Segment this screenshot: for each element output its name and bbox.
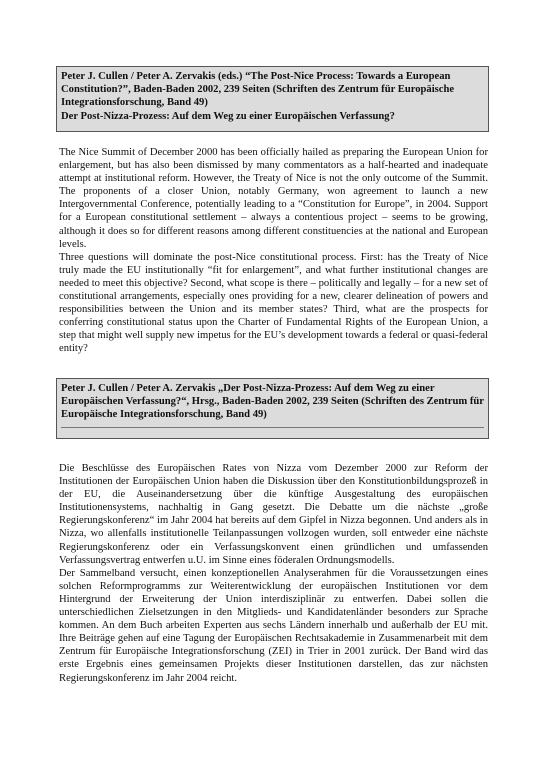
german-book-title: Der Post-Nizza-Prozess: Auf dem Weg zu einer Europäischen Verfassung? [61, 110, 395, 122]
english-paragraph: The Nice Summit of December 2000 has been officially hailed as preparing the European Union for enlargement, but has also been dismissed by many commentators as a half-hearted and inadequate attempt at institutional reform. However, the Treaty of Nice is not the only outcome of the Summit. The proponents of a closer Union, notably Germany, won agreement to launch a new Intergovernmental Conference, potentially leading to a “Constitution for Europe”, in 2004. Support for a European constitutional settlement – always a contentious project – seems to be growing, although it does so for different reasons among different constituencies at the national and European levels. [59, 147, 488, 250]
english-paragraph: Three questions will dominate the post-Nice constitutional process. First: has the Treaty of Nice truly made the EU institutionally “fit for enlargement”, and what further institutional changes are needed to meet this objective? Second, what scope is there – politically and legally – for a new set of constitutional arrangements, especially ones providing for a new, clearer delineation of powers and responsibilities between the Union and its member states? Third, what are the prospects for conferring constitutional status upon the Charter of Fundamental Rights of the European Union, a step that might well supply new impetus for the EU’s development towards a federal or quasi-federal entity? [59, 251, 488, 355]
german-review-body [59, 462, 488, 685]
german-title-box [56, 378, 489, 439]
german-book-citation: Peter J. Cullen / Peter A. Zervakis „Der Post-Nizza-Prozess: Auf dem Weg zu einer Europäischen Verfassung?“, Hrsg., Baden-Baden 2002, 239 Seiten (Schriften des Zentrum für Europäische Integrationsforschung, Band 49) [61, 383, 484, 421]
box-divider [61, 427, 484, 428]
german-paragraph: Die Beschlüsse des Europäischen Rates von Nizza vom Dezember 2000 zur Reform der Institutionen der Europäischen Union haben die Diskussion über den Konstitutionbildungsprozeß in der EU, die Auseinandersetzung über die künftige Ausgestaltung des europäischen Institutionensystems, nachhaltig in Gang gesetzt. Die Debatte um die nächste „große Regierungskonferenz“ im Jahr 2004 hat bereits auf dem Gipfel in Nizza begonnen. Und anders als in Nizza, wo allenfalls institutionelle Teilanpassungen vollzogen wurden, soll entweder eine nächste Regierungskonferenz oder ein Verfassungskonvent einen gründlichen und umfassenden Verfassungsvertrag entwerfen u.U. im Sinne eines föderalen Ordnungsmodells. [59, 463, 488, 566]
english-title-box [56, 66, 489, 132]
german-paragraph: Der Sammelband versucht, einen konzeptionellen Analyserahmen für die Voraussetzungen eines solchen Reformprogramms zur Weiterentwicklung der europäischen Institutionen vor dem Hintergrund der Erweiterung der Union interdisziplinär zu entwerfen. Dabei sollen die unterschiedlichen Zielsetzungen in den Mitglieds- und Kandidatenländer besonders zur Sprache kommen. An dem Buch arbeiten Experten aus sechs Ländern innerhalb und außerhalb der EU mit. Ihre Beiträge gehen auf eine Tagung der Europäischen Rechtsakademie in Zusammenarbeit mit dem Zentrum für Europäische Integrationsforschung (ZEI) in Trier in 2001 zurück. Der Band wird das erste Ergebnis eines gemeinsamen Projekts dieser Institutionen darstellen, das zur nächsten Regierungskonferenz im Jahr 2004 reicht. [59, 567, 488, 684]
english-book-citation: Peter J. Cullen / Peter A. Zervakis (eds.) “The Post-Nice Process: Towards a European Constitution?”, Baden-Baden 2002, 239 Seiten (Schriften des Zentrum für Europäische Integrationsforschung, Band 49) [61, 71, 455, 109]
english-review-body [59, 146, 488, 356]
